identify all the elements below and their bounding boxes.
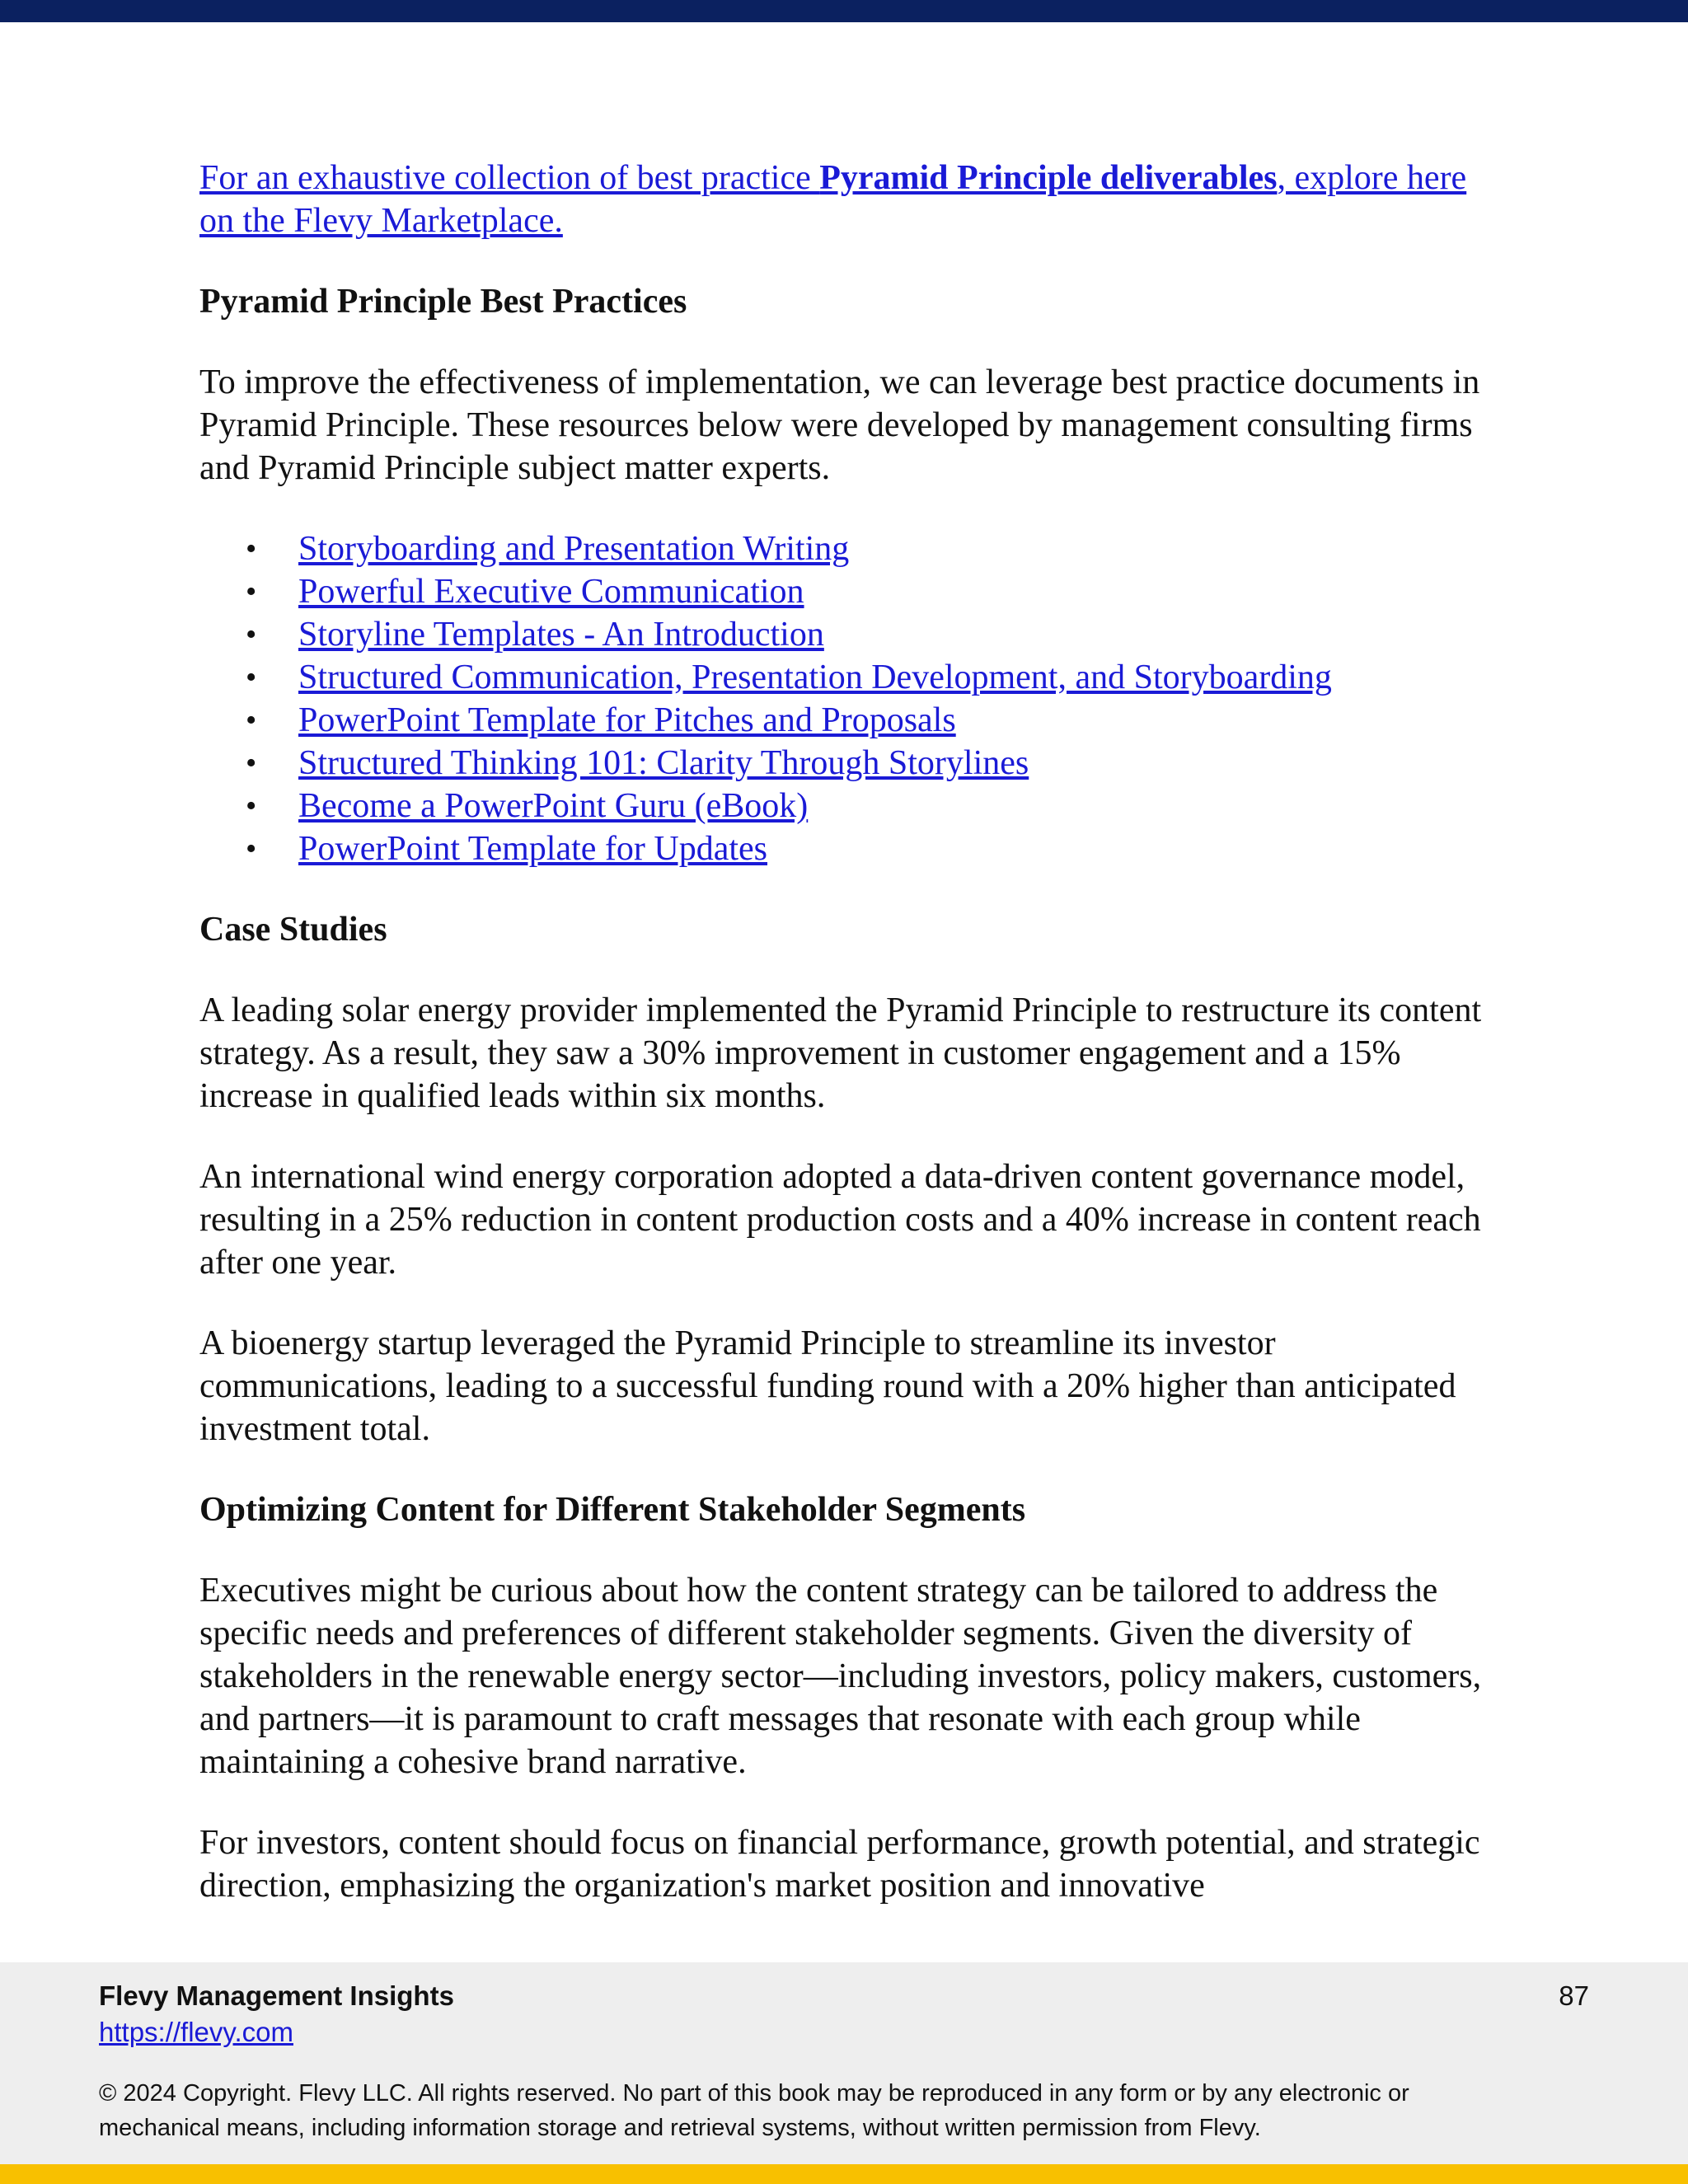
resource-link[interactable]: PowerPoint Template for Updates (298, 830, 768, 868)
bullet-icon: • (246, 532, 257, 566)
case-study-paragraph: An international wind energy corporation adopted a data-driven content governance model, resulting in a 25% reduction in content production costs and a 40% increase in content reach after one year. (199, 1158, 1481, 1282)
optimizing-heading: Optimizing Content for Different Stakeholder Segments (199, 1491, 1026, 1529)
case-studies-heading: Case Studies (199, 911, 387, 949)
list-item (199, 656, 1502, 699)
resource-link[interactable]: Storyboarding and Presentation Writing (298, 530, 850, 568)
page-footer (0, 1962, 1688, 2164)
copyright-notice: © 2024 Copyright. Flevy LLC. All rights reserved. No part of this book may be reproduced in any form or by any electronic or mechanical means, including information storage and retrieval systems, without written permission from Flevy. (99, 2080, 1409, 2141)
best-practices-heading: Pyramid Principle Best Practices (199, 283, 687, 321)
best-practices-paragraph: To improve the effectiveness of implementation, we can leverage best practice documents in Pyramid Principle. These resources below were developed by management consulting firms and Pyramid Principle subject matter experts. (199, 363, 1480, 487)
list-item (199, 613, 1502, 656)
list-item (199, 827, 1502, 870)
list-item (199, 742, 1502, 785)
list-item (199, 570, 1502, 613)
page-number: 87 (1559, 1980, 1589, 2011)
resource-list (199, 527, 1502, 870)
case-study-paragraph: A bioenergy startup leveraged the Pyramid Principle to streamline its investor communications, leading to a successful funding round with a 20% higher than anticipated investment total. (199, 1324, 1456, 1448)
bullet-icon: • (246, 789, 257, 823)
bullet-icon: • (246, 617, 257, 652)
footer-url-link[interactable]: https://flevy.com (99, 2017, 293, 2047)
marketplace-link-bold: Pyramid Principle deliverables (819, 159, 1278, 197)
optimizing-paragraph: For investors, content should focus on financial performance, growth potential, and strategic direction, emphasizing the organization's market position and innovative (199, 1824, 1480, 1905)
list-item (199, 699, 1502, 742)
resource-link[interactable]: Become a PowerPoint Guru (eBook) (298, 787, 809, 825)
bullet-icon: • (246, 746, 257, 780)
page-body (199, 157, 1502, 1907)
bullet-icon: • (246, 574, 257, 609)
footer-brand: Flevy Management Insights (99, 1980, 454, 2011)
resource-link[interactable]: Powerful Executive Communication (298, 573, 804, 611)
resource-link[interactable]: PowerPoint Template for Pitches and Proposals (298, 701, 956, 739)
top-accent-bar (0, 0, 1688, 22)
marketplace-link-suffix: , explore here on the Flevy Marketplace. (199, 159, 1467, 240)
resource-link[interactable]: Storyline Templates - An Introduction (298, 616, 824, 654)
marketplace-link-prefix: For an exhaustive collection of best practice (199, 159, 820, 197)
bottom-accent-bar (0, 2164, 1688, 2184)
list-item (199, 527, 1502, 570)
resource-link[interactable]: Structured Communication, Presentation Development, and Storyboarding (298, 658, 1332, 696)
resource-link[interactable]: Structured Thinking 101: Clarity Through Storylines (298, 744, 1029, 782)
bullet-icon: • (246, 660, 257, 695)
bullet-icon: • (246, 832, 257, 866)
optimizing-paragraph: Executives might be curious about how the content strategy can be tailored to address the specific needs and preferences of different stakeholder segments. Given the diversity of stakeholders in the renewable energy sector—including investors, policy makers, customers, and partners—it is paramount to craft messages that resonate with each group while maintaining a cohesive brand narrative. (199, 1572, 1482, 1781)
bullet-icon: • (246, 703, 257, 738)
list-item (199, 785, 1502, 827)
case-study-paragraph: A leading solar energy provider implemented the Pyramid Principle to restructure its content strategy. As a result, they saw a 30% improvement in customer engagement and a 15% increase in qualified leads within six months. (199, 991, 1482, 1115)
marketplace-link[interactable] (199, 157, 1502, 242)
